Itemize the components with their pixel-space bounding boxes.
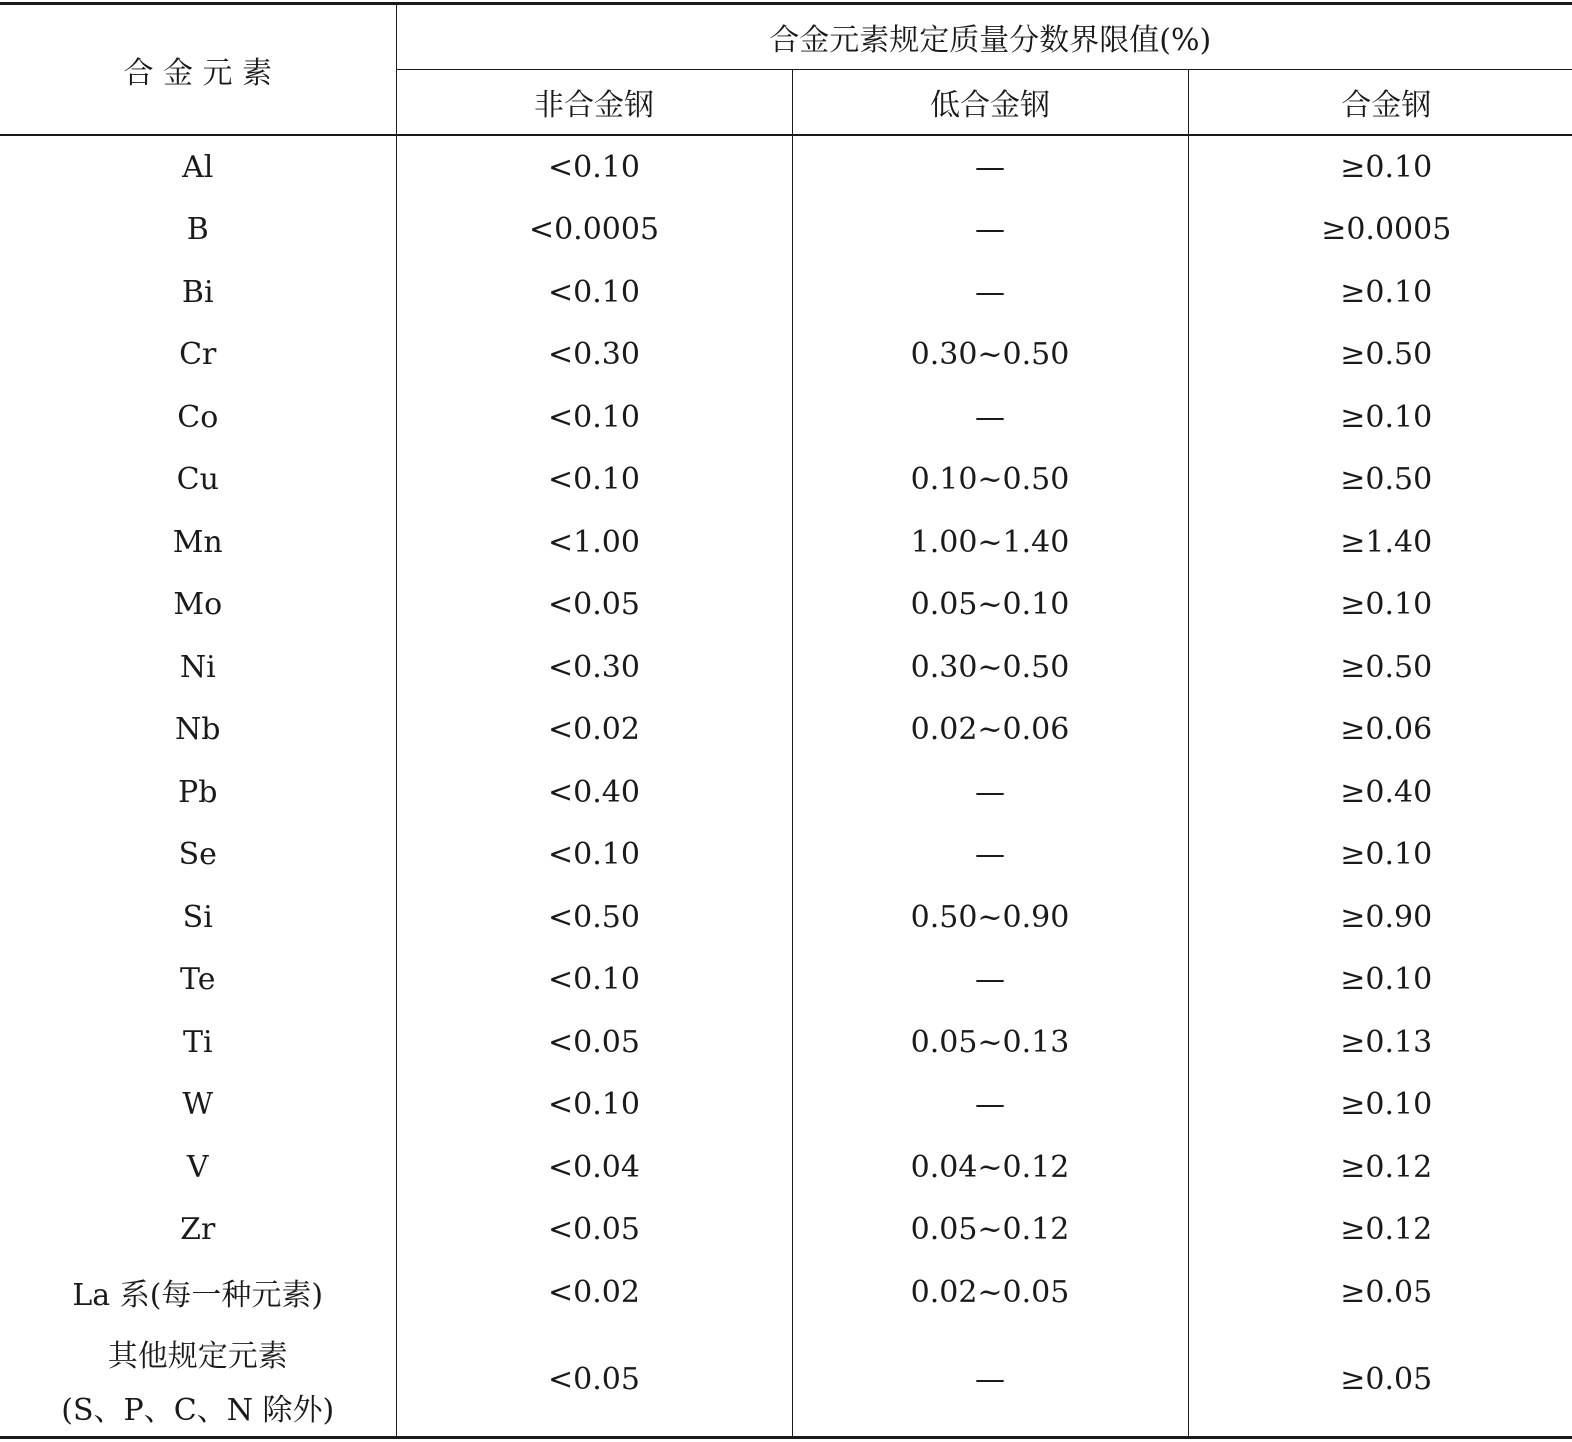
table-row [0, 1136, 1572, 1199]
non-alloy-cell: <0.04 [396, 1136, 792, 1199]
table-row [0, 449, 1572, 512]
element-cell: Si [182, 899, 213, 935]
element-cell: Ti [182, 1024, 213, 1060]
header-alloy: 合金钢 [1188, 70, 1572, 136]
non-alloy-cell: <0.10 [396, 261, 792, 324]
header-low-alloy: 低合金钢 [792, 70, 1188, 136]
element-cell: V [186, 1149, 209, 1185]
low-alloy-cell: — [792, 135, 1188, 199]
element-line-2: (S、P、C、N 除外) [61, 1392, 335, 1428]
table-row [0, 886, 1572, 949]
low-alloy-cell: 0.02~0.05 [792, 1261, 1188, 1324]
non-alloy-cell: <0.10 [396, 449, 792, 512]
low-alloy-cell: — [792, 949, 1188, 1012]
low-alloy-cell: 0.05~0.10 [792, 574, 1188, 637]
element-cell: Zr [180, 1212, 216, 1248]
low-alloy-cell: — [792, 761, 1188, 824]
table-row [0, 199, 1572, 262]
header-group-title: 合金元素规定质量分数界限值(%) [396, 4, 1572, 70]
alloy-cell: ≥0.10 [1188, 574, 1572, 637]
low-alloy-cell: — [792, 1324, 1188, 1438]
alloy-cell: ≥0.50 [1188, 636, 1572, 699]
element-cell: Co [177, 399, 219, 435]
table-row [0, 824, 1572, 887]
table-row [0, 1011, 1572, 1074]
low-alloy-cell: 0.02~0.06 [792, 699, 1188, 762]
alloy-cell: ≥0.90 [1188, 886, 1572, 949]
alloy-cell: ≥0.10 [1188, 261, 1572, 324]
low-alloy-cell: — [792, 824, 1188, 887]
table-row [0, 574, 1572, 637]
non-alloy-cell: <0.0005 [396, 199, 792, 262]
header-non-alloy: 非合金钢 [396, 70, 792, 136]
element-cell: Al [182, 149, 214, 185]
low-alloy-cell: 0.30~0.50 [792, 324, 1188, 387]
non-alloy-cell: <0.02 [396, 699, 792, 762]
element-cell: B [186, 212, 209, 248]
alloy-cell: ≥0.10 [1188, 824, 1572, 887]
element-cell: W [182, 1087, 214, 1123]
low-alloy-cell: 0.50~0.90 [792, 886, 1188, 949]
low-alloy-cell: 1.00~1.40 [792, 511, 1188, 574]
non-alloy-cell: <0.10 [396, 135, 792, 199]
non-alloy-cell: <0.05 [396, 1199, 792, 1262]
table-row [0, 324, 1572, 387]
low-alloy-cell: — [792, 199, 1188, 262]
table-row [0, 1074, 1572, 1137]
alloy-cell: ≥0.10 [1188, 135, 1572, 199]
table-row [0, 949, 1572, 1012]
alloy-cell: ≥0.12 [1188, 1199, 1572, 1262]
alloy-cell: ≥0.10 [1188, 949, 1572, 1012]
non-alloy-cell: <0.05 [396, 1011, 792, 1074]
table-row [0, 1199, 1572, 1262]
alloy-cell: ≥0.0005 [1188, 199, 1572, 262]
element-cell: Ni [179, 649, 216, 685]
alloy-cell: ≥0.06 [1188, 699, 1572, 762]
element-cell: Pb [178, 774, 218, 810]
header-element: 合 金 元 素 [0, 4, 396, 136]
alloy-element-limits-table [0, 2, 1572, 1439]
alloy-cell: ≥0.10 [1188, 386, 1572, 449]
alloy-cell: ≥0.50 [1188, 449, 1572, 512]
non-alloy-cell: <0.10 [396, 386, 792, 449]
non-alloy-cell: <1.00 [396, 511, 792, 574]
element-cell: Te [180, 962, 216, 998]
alloy-cell: ≥0.10 [1188, 1074, 1572, 1137]
element-cell: Nb [175, 712, 221, 748]
table-row [0, 1324, 1572, 1438]
alloy-cell: ≥0.13 [1188, 1011, 1572, 1074]
non-alloy-cell: <0.10 [396, 824, 792, 887]
low-alloy-cell: 0.05~0.12 [792, 1199, 1188, 1262]
table-row [0, 699, 1572, 762]
element-cell: Se [178, 837, 217, 873]
element-cell: Cu [176, 462, 219, 498]
non-alloy-cell: <0.05 [396, 1324, 792, 1438]
alloy-cell: ≥0.40 [1188, 761, 1572, 824]
alloy-cell: ≥1.40 [1188, 511, 1572, 574]
non-alloy-cell: <0.30 [396, 636, 792, 699]
non-alloy-cell: <0.50 [396, 886, 792, 949]
alloy-cell: ≥0.05 [1188, 1261, 1572, 1324]
table-row [0, 636, 1572, 699]
table-row [0, 511, 1572, 574]
table-row [0, 1261, 1572, 1324]
table-row [0, 261, 1572, 324]
low-alloy-cell: 0.05~0.13 [792, 1011, 1188, 1074]
alloy-cell: ≥0.50 [1188, 324, 1572, 387]
low-alloy-cell: 0.04~0.12 [792, 1136, 1188, 1199]
element-line-1: 其他规定元素 [107, 1338, 288, 1374]
table-row [0, 761, 1572, 824]
element-cell: Mn [172, 524, 223, 560]
low-alloy-cell: 0.10~0.50 [792, 449, 1188, 512]
element-cell: Bi [181, 274, 214, 310]
alloy-cell: ≥0.05 [1188, 1324, 1572, 1438]
alloy-cell: ≥0.12 [1188, 1136, 1572, 1199]
non-alloy-cell: <0.10 [396, 1074, 792, 1137]
element-cell: Mo [173, 587, 223, 623]
table-row [0, 135, 1572, 199]
non-alloy-cell: <0.10 [396, 949, 792, 1012]
non-alloy-cell: <0.40 [396, 761, 792, 824]
table-row [0, 386, 1572, 449]
low-alloy-cell: — [792, 261, 1188, 324]
non-alloy-cell: <0.30 [396, 324, 792, 387]
non-alloy-cell: <0.02 [396, 1261, 792, 1324]
low-alloy-cell: 0.30~0.50 [792, 636, 1188, 699]
element-cell: La 系(每一种元素) [72, 1278, 324, 1314]
low-alloy-cell: — [792, 386, 1188, 449]
low-alloy-cell: — [792, 1074, 1188, 1137]
element-cell: Cr [179, 337, 217, 373]
element-cell [0, 1324, 396, 1438]
non-alloy-cell: <0.05 [396, 574, 792, 637]
